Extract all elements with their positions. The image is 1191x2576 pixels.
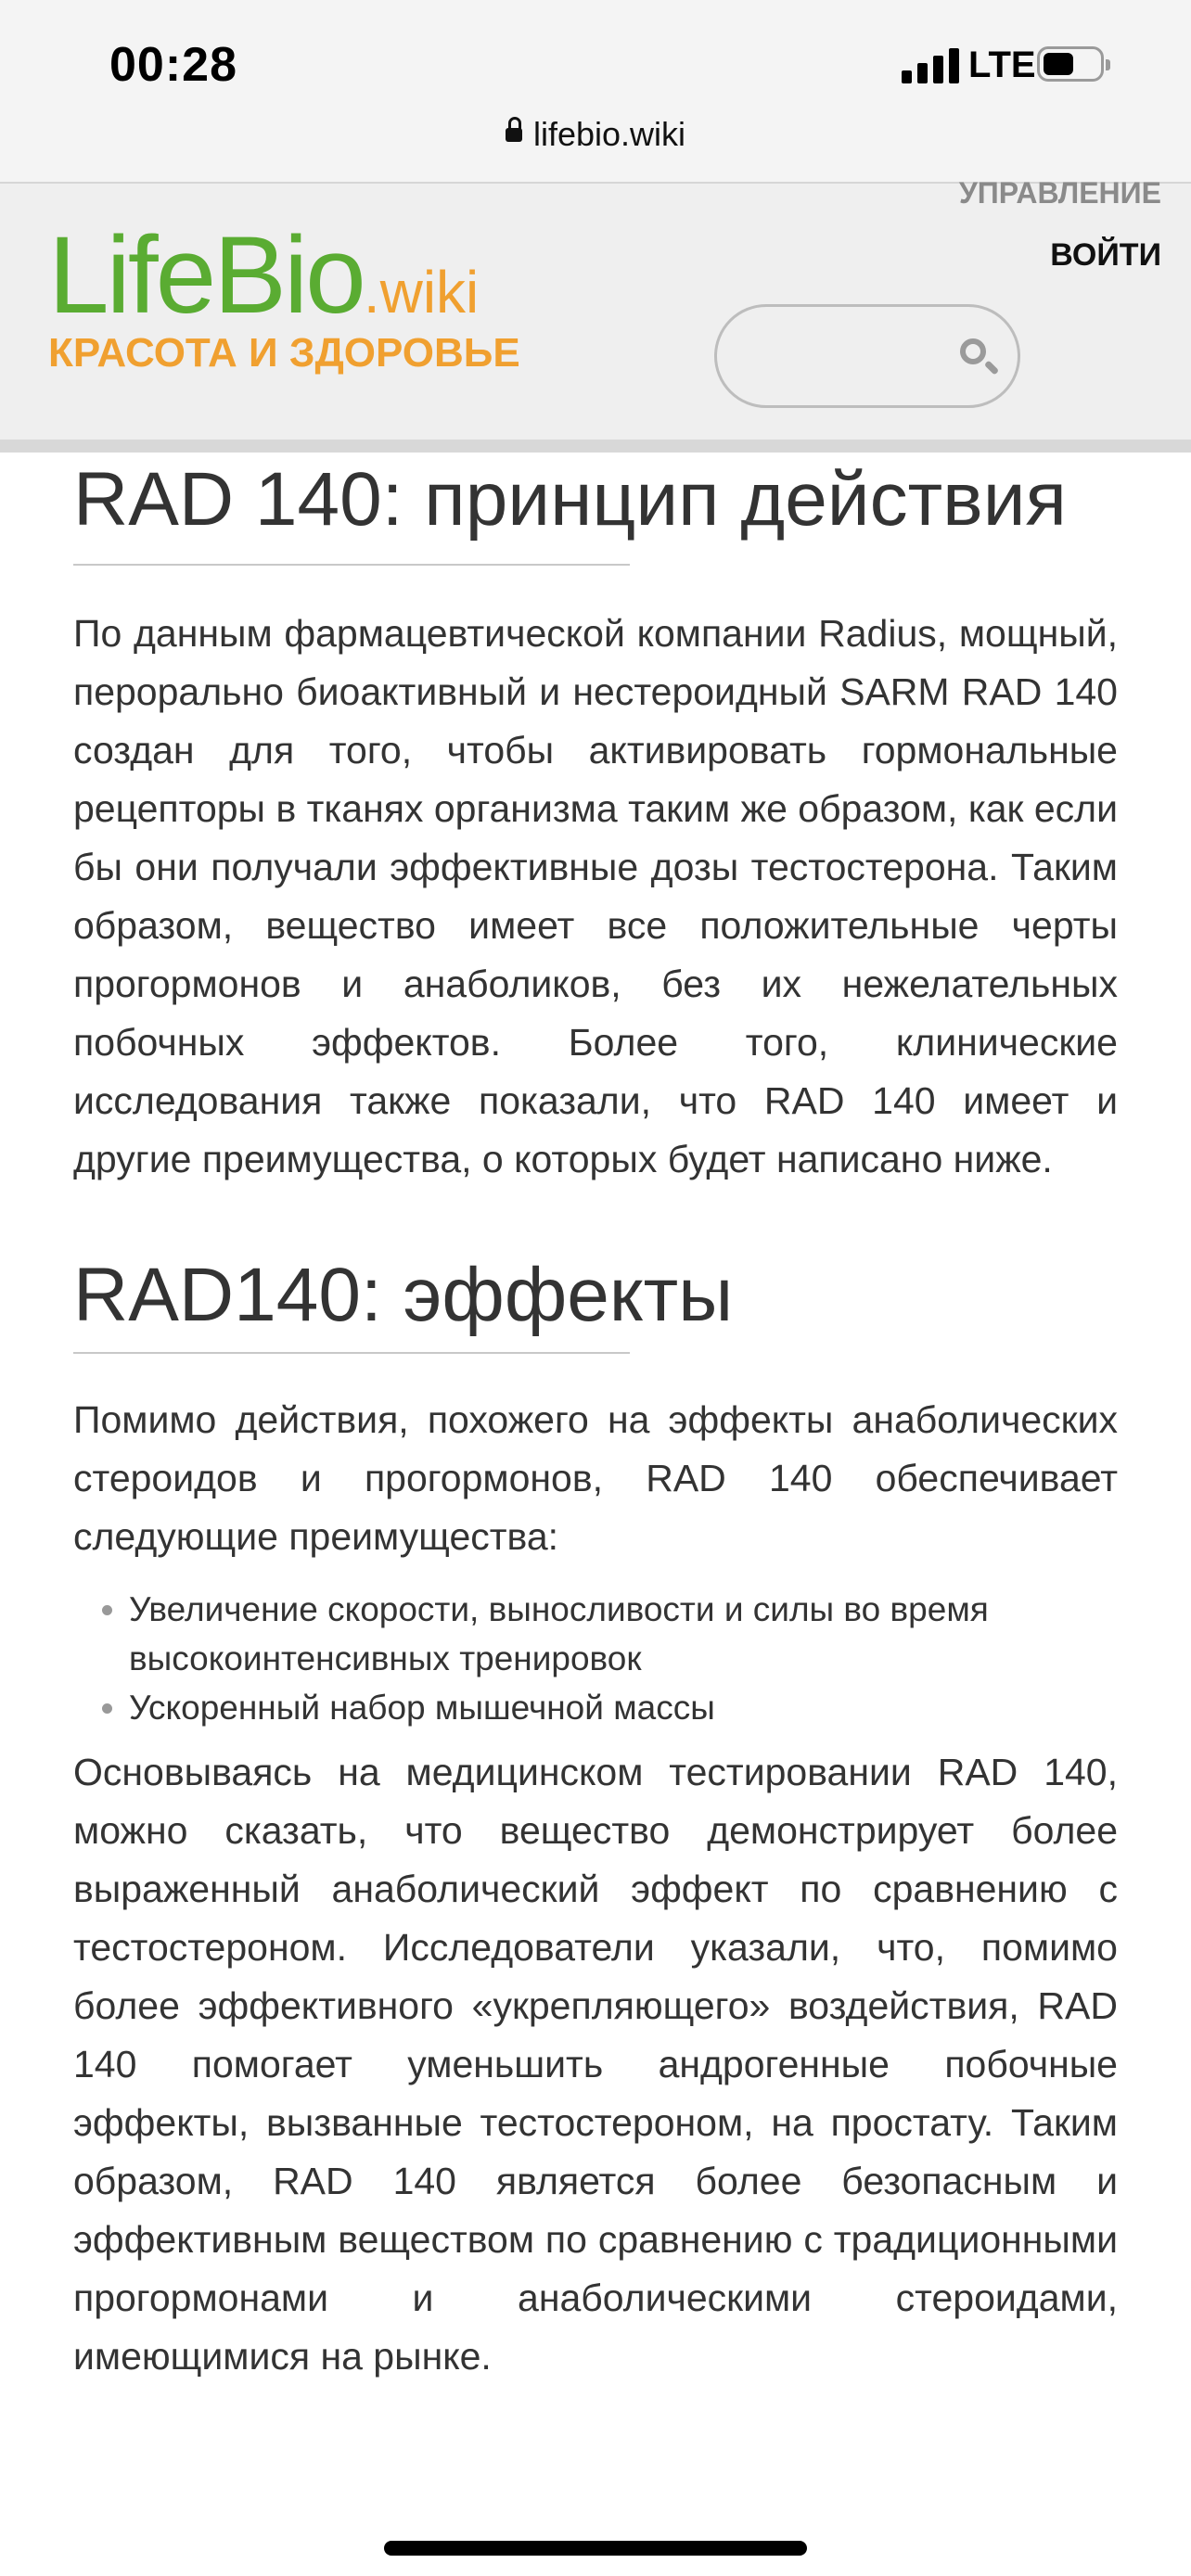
signal-icon [902, 48, 959, 83]
paragraph-testing: Основываясь на медицинском тестировании RAD 140, можно сказать, что вещество демонстрирует более выраженный анаболический эффект по сравнению с тестостероном. Исследователи указали, что, помимо более эффективного «укрепляющего» воздействия, RAD 140 помогает уменьшить андрогенные побочные эффекты, вызванные тестостероном, на простату. Таким образом, RAD 140 является более безопасным и эффективным веществом по сравнению с традиционными прогормонами и анаболическими стероидами, имеющимися на рынке. [73, 1751, 1118, 2378]
status-time: 00:28 [109, 38, 237, 92]
benefits-list [73, 1585, 1118, 1732]
address-bar[interactable] [0, 115, 1191, 154]
status-bar [0, 0, 1191, 184]
home-indicator[interactable] [384, 2541, 807, 2556]
lock-icon [506, 128, 522, 142]
header-divider [0, 440, 1191, 453]
article-content [73, 453, 1118, 2386]
search-input[interactable] [714, 304, 1020, 408]
network-label: LTE [968, 45, 1036, 85]
login-link[interactable]: ВОЙТИ [1050, 237, 1161, 273]
paragraph-mechanism: По данным фармацевтической компании Radius, мощный, перорально биоактивный и нестероидный SARM RAD 140 создан для того, чтобы активировать гормональные рецепторы в тканях организма таким же образом, как если бы они получали эффективные дозы тестостерона. Таким образом, вещество имеет все положительные черты прогормонов и анаболиков, без их нежелательных побочных эффектов. Более того, клинические исследования также показали, что RAD 140 имеет и другие преимущества, о которых будет написано ниже. [73, 612, 1118, 1180]
paragraph-effects-intro: Помимо действия, похожего на эффекты анаболических стероидов и прогормонов, RAD 140 обеспечивает следующие преимущества: [73, 1398, 1118, 1558]
search-icon[interactable] [960, 338, 986, 364]
logo-suffix: .wiki [363, 259, 480, 325]
section-title-mechanism: RAD 140: принцип действия [73, 457, 1067, 542]
list-item: • Увеличение скорости, выносливости и силы во время высокоинтенсивных тренировок [129, 1585, 1118, 1683]
url-text: lifebio.wiki [532, 115, 686, 153]
manage-link[interactable]: УПРАВЛЕНИЕ [958, 176, 1161, 210]
site-logo[interactable] [48, 214, 520, 376]
title-divider [73, 1352, 630, 1354]
battery-icon [1037, 46, 1104, 82]
list-item: • Ускоренный набор мышечной массы [129, 1683, 1118, 1732]
title-divider [73, 564, 630, 566]
section-title-effects: RAD140: эффекты [73, 1253, 734, 1337]
logo-main-text: LifeBio [48, 214, 364, 337]
logo-tagline: КРАСОТА И ЗДОРОВЬЕ [48, 330, 520, 376]
